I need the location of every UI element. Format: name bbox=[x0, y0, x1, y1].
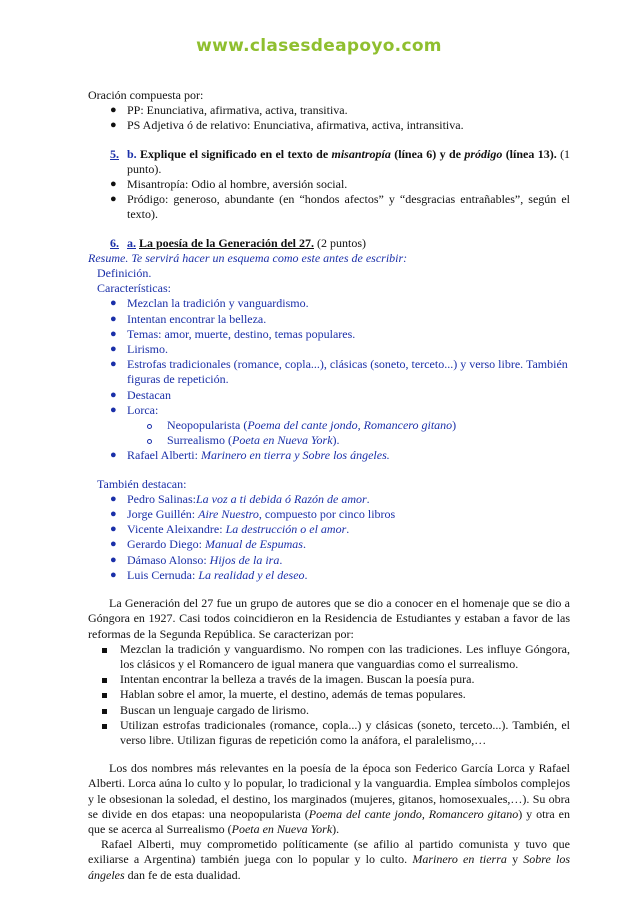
bullet-icon: ● bbox=[110, 343, 117, 356]
question-number: 6. bbox=[110, 235, 119, 250]
essay-paragraph-1: La Generación del 27 fue un grupo de autores que se dio a conocer en el homenaje que se dio a Góngora en 1927. Casi todos coincidieron en la Residencia de Estudiantes y estaban a favor de las reformas de la Segunda República. Se caracterizan por: bbox=[88, 596, 570, 641]
circle-bullet-icon bbox=[147, 433, 167, 448]
bullet-icon: ● bbox=[110, 178, 117, 191]
list-item: Mezclan la tradición y vanguardismo. No rompen con las tradiciones. Les influye Góngora, los clásicos y el Romancero de igual manera que vanguardias como el surrealismo. bbox=[88, 642, 570, 672]
list-item: ● Lorca: bbox=[110, 402, 159, 417]
square-bullet-icon bbox=[102, 672, 120, 687]
square-bullet-icon bbox=[102, 703, 120, 718]
square-bullet-icon bbox=[102, 718, 120, 733]
list-item: Hablan sobre el amor, la muerte, el destino, además de temas populares. bbox=[88, 687, 570, 702]
circle-bullet-icon bbox=[147, 418, 167, 433]
list-item: ● Mezclan la tradición y vanguardismo. bbox=[110, 296, 309, 311]
scheme: Definición. Características: ● Mezclan la tradición y vanguardismo. ● Intentan encontrar la belleza. ● Temas: amor, muerte, destino, temas populares. ● Lirismo. ● Estrofas tradicionales (romance, copla...), clásicas (soneto, terceto...) y verso libre. También figuras de repetición. ● Destacan ● Lorca: Neopopularista (Poema del cante jondo, Romancero gitano) Surrealismo (Poeta en Nueva York). ● Rafael Alberti: Marinero en tierra y Sobre los ángeles. También destacan: ● Pedro Salinas:La voz a ti debida ó Razón de amor. ● Jorge Guillén: Aire Nuestro, compuesto por cinco libros ● Vicente Aleixandre: La destrucción o el amor. ● Gerardo Diego: Manual de Espumas. ● Dámaso Alonso: Hijos de la ira. ● Luis Cernuda: La realidad y el deseo. bbox=[88, 266, 570, 583]
list-item: ● Destacan bbox=[110, 387, 171, 402]
essay-paragraph-2: Los dos nombres más relevantes en la poesía de la época son Federico García Lorca y Rafael Alberti. Lorca aúna lo culto y lo popular, lo tradicional y la vanguardia. Emplea símbolos complejos y le obsesionan la soledad, el destino, los marginados (mujeres, gitanos, homosexuales,…). Su obra se divide en dos etapas: una neopopularista (Poema del cante jondo, Romancero gitano) y otra en que se acerca al Surrealismo (Poeta en Nueva York). bbox=[88, 761, 571, 836]
bullet-icon: ● bbox=[110, 449, 117, 462]
list-item: ● Luis Cernuda: La realidad y el deseo. bbox=[110, 567, 308, 582]
list-item: Buscan un lenguaje cargado de lirismo. bbox=[88, 703, 570, 718]
sub-list-item: Neopopularista (Poema del cante jondo, Romancero gitano) bbox=[97, 418, 570, 433]
list-item: Utilizan estrofas tradicionales (romance, copla...) y clásicas (soneto, terceto...). También, el verso libre. Utilizan figuras de repetición como la anáfora, el paralelismo,… bbox=[88, 718, 570, 748]
list-item: ● Gerardo Diego: Manual de Espumas. bbox=[110, 537, 306, 552]
sub-list-item: Surrealismo (Poeta en Nueva York). bbox=[97, 433, 570, 448]
question-title: La poesía de la Generación del 27. bbox=[139, 235, 314, 250]
list-item: ● Misantropía: Odio al hombre, aversión social. bbox=[110, 177, 348, 192]
list-item: ● Jorge Guillén: Aire Nuestro, compuesto por cinco libros bbox=[110, 507, 396, 522]
list-item: ● Estrofas tradicionales (romance, copla...), clásicas (soneto, terceto...) y verso libre. También figuras de repetición. bbox=[110, 357, 568, 387]
question-5b: 5. b. Explique el significado en el texto de misantropía (línea 6) y de pródigo (línea 13). (1 punto). bbox=[110, 146, 571, 176]
resume-instruction: Resume. Te servirá hacer un esquema como este antes de escribir: bbox=[88, 250, 408, 265]
bullet-icon: ● bbox=[110, 297, 117, 310]
bullet-icon: ● bbox=[110, 358, 117, 371]
list-item: ● Vicente Aleixandre: La destrucción o el amor. bbox=[110, 522, 350, 537]
bullet-icon: ● bbox=[110, 104, 117, 117]
list-item: ● Dámaso Alonso: Hijos de la ira. bbox=[110, 552, 283, 567]
section-1-intro: Oración compuesta por: bbox=[88, 88, 204, 102]
bullet-icon: ● bbox=[110, 508, 117, 521]
list-item: ● Lirismo. bbox=[110, 342, 168, 357]
bullet-icon: ● bbox=[110, 403, 117, 416]
bullet-icon: ● bbox=[110, 327, 117, 340]
bullet-icon: ● bbox=[110, 388, 117, 401]
question-number: 5. bbox=[110, 146, 119, 161]
question-letter: b. bbox=[127, 146, 137, 161]
list-item: ● Rafael Alberti: Marinero en tierra y Sobre los ángeles. bbox=[110, 448, 390, 463]
bullet-icon: ● bbox=[110, 553, 117, 566]
list-item: Intentan encontrar la belleza a través de la imagen. Buscan la poesía pura. bbox=[88, 672, 570, 687]
list-item: ● Intentan encontrar la belleza. bbox=[110, 311, 267, 326]
list-item: ● PP: Enunciativa, afirmativa, activa, transitiva. bbox=[110, 103, 348, 118]
list-item: ● Pedro Salinas:La voz a ti debida ó Razón de amor. bbox=[110, 491, 370, 506]
bullet-icon: ● bbox=[110, 119, 117, 132]
essay-paragraph-3: Rafael Alberti, muy comprometido políticamente (se afilio al partido comunista y tuvo que exiliarse a Argentina) también juega con lo popular y lo culto. Marinero en tierra y Sobre los ángeles dan fe de esta dualidad. bbox=[88, 837, 570, 882]
bullet-icon: ● bbox=[110, 312, 117, 325]
square-bullet-icon bbox=[102, 642, 120, 657]
list-item: ● PS Adjetiva ó de relativo: Enunciativa, afirmativa, activa, intransitiva. bbox=[110, 118, 464, 133]
bullet-icon: ● bbox=[110, 193, 117, 206]
site-header: www.clasesdeapoyo.com bbox=[196, 36, 442, 56]
tambien-title: También destacan: bbox=[97, 476, 187, 491]
question-6a: 6. a. La poesía de la Generación del 27. (2 puntos) bbox=[110, 235, 366, 250]
square-bullet-icon bbox=[102, 687, 120, 702]
bullet-icon: ● bbox=[110, 568, 117, 581]
question-letter: a. bbox=[127, 235, 136, 250]
list-item: ● Temas: amor, muerte, destino, temas populares. bbox=[110, 326, 356, 341]
bullet-icon: ● bbox=[110, 492, 117, 505]
bullet-icon: ● bbox=[110, 538, 117, 551]
bullet-icon: ● bbox=[110, 523, 117, 536]
list-item: ● Pródigo: generoso, abundante (en “hondos afectos” y “desgracias entrañables”, según el texto). bbox=[110, 192, 570, 222]
document-body bbox=[88, 88, 570, 883]
